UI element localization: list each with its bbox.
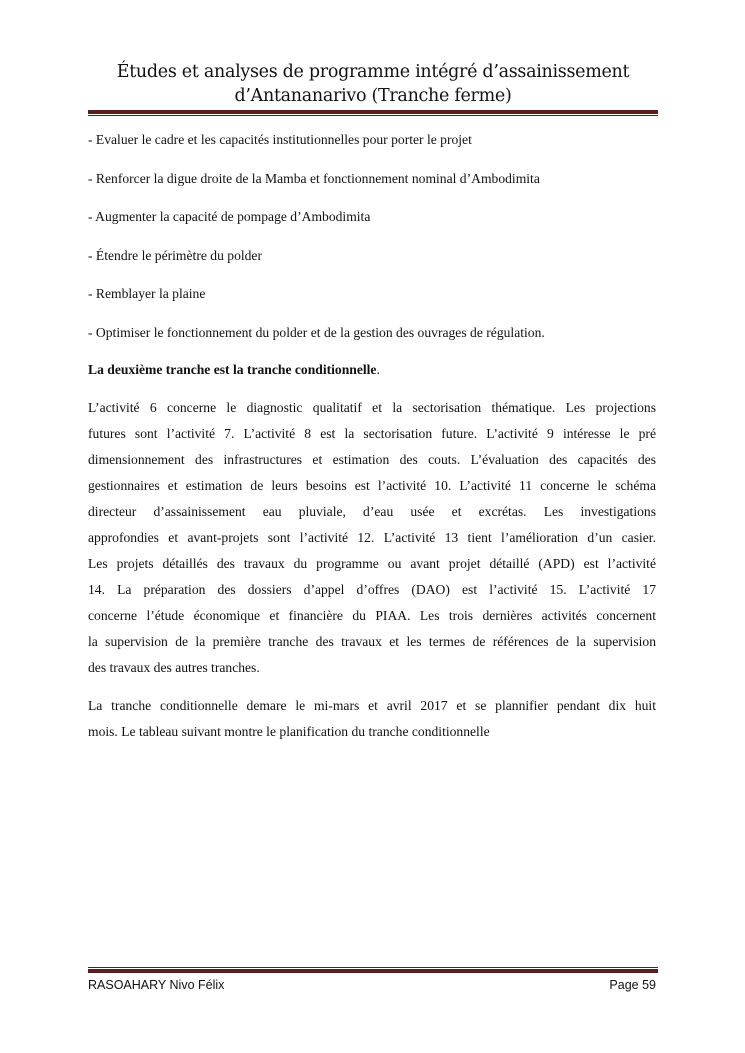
bullet-item: - Étendre le périmètre du polder bbox=[88, 248, 262, 263]
header-rule-thick bbox=[88, 110, 658, 114]
footer-author: RASOAHARY Nivo Félix bbox=[88, 978, 225, 992]
paragraph-line: Les projets détaillés des travaux du programme ou avant projet détaillé (APD) est l’activité bbox=[88, 556, 656, 571]
header-title-line-1: Études et analyses de programme intégré d’assainissement bbox=[116, 62, 630, 82]
footer-rule-thick bbox=[88, 969, 658, 973]
footer-rule-thin bbox=[88, 967, 658, 968]
bullet-item: - Augmenter la capacité de pompage d’Ambodimita bbox=[88, 209, 371, 224]
bullet-item: - Evaluer le cadre et les capacités institutionnelles pour porter le projet bbox=[88, 132, 472, 147]
paragraph-line: futures sont l’activité 7. L’activité 8 est la sectorisation future. L’activité 9 intéresse le pré bbox=[88, 426, 656, 441]
bold-heading: La deuxième tranche est la tranche conditionnelle bbox=[88, 362, 377, 377]
paragraph-line: gestionnaires et estimation de leurs besoins est l’activité 10. L’activité 11 concerne le schéma bbox=[88, 478, 656, 493]
paragraph-line: concerne l’étude économique et financière du PIAA. Les trois dernières activités concernent bbox=[88, 608, 656, 623]
footer-page-number: Page 59 bbox=[609, 978, 656, 992]
heading-period: . bbox=[376, 362, 380, 377]
paragraph-line: 14. La préparation des dossiers d’appel d’offres (DAO) est l’activité 15. L’activité 17 bbox=[88, 582, 656, 597]
paragraph-line: La tranche conditionnelle demare le mi-mars et avril 2017 et se plannifier pendant dix huit bbox=[88, 698, 656, 713]
paragraph-line: mois. Le tableau suivant montre le planification du tranche conditionnelle bbox=[88, 724, 490, 739]
header-rule-thin bbox=[88, 115, 658, 116]
bullet-item: - Renforcer la digue droite de la Mamba et fonctionnement nominal d’Ambodimita bbox=[88, 171, 540, 186]
bullet-item: - Remblayer la plaine bbox=[88, 286, 206, 301]
header-title-line-2: d’Antananarivo (Tranche ferme) bbox=[234, 86, 512, 106]
paragraph-line: la supervision de la première tranche des travaux et les termes de références de la supervision bbox=[88, 634, 656, 649]
bullet-item: - Optimiser le fonctionnement du polder et de la gestion des ouvrages de régulation. bbox=[88, 325, 545, 340]
paragraph-line: directeur d’assainissement eau pluviale, d’eau usée et excrétas. Les investigations bbox=[88, 504, 656, 519]
paragraph-line: dimensionnement des infrastructures et estimation des couts. L’évaluation des capacités des bbox=[88, 452, 656, 467]
paragraph-line: approfondies et avant-projets sont l’activité 12. L’activité 13 tient l’amélioration d’un casier. bbox=[88, 530, 656, 545]
paragraph-line: des travaux des autres tranches. bbox=[88, 660, 260, 675]
section-heading bbox=[88, 362, 656, 378]
running-header bbox=[88, 60, 658, 108]
paragraph-line: L’activité 6 concerne le diagnostic qualitatif et la sectorisation thématique. Les projections bbox=[88, 400, 656, 415]
